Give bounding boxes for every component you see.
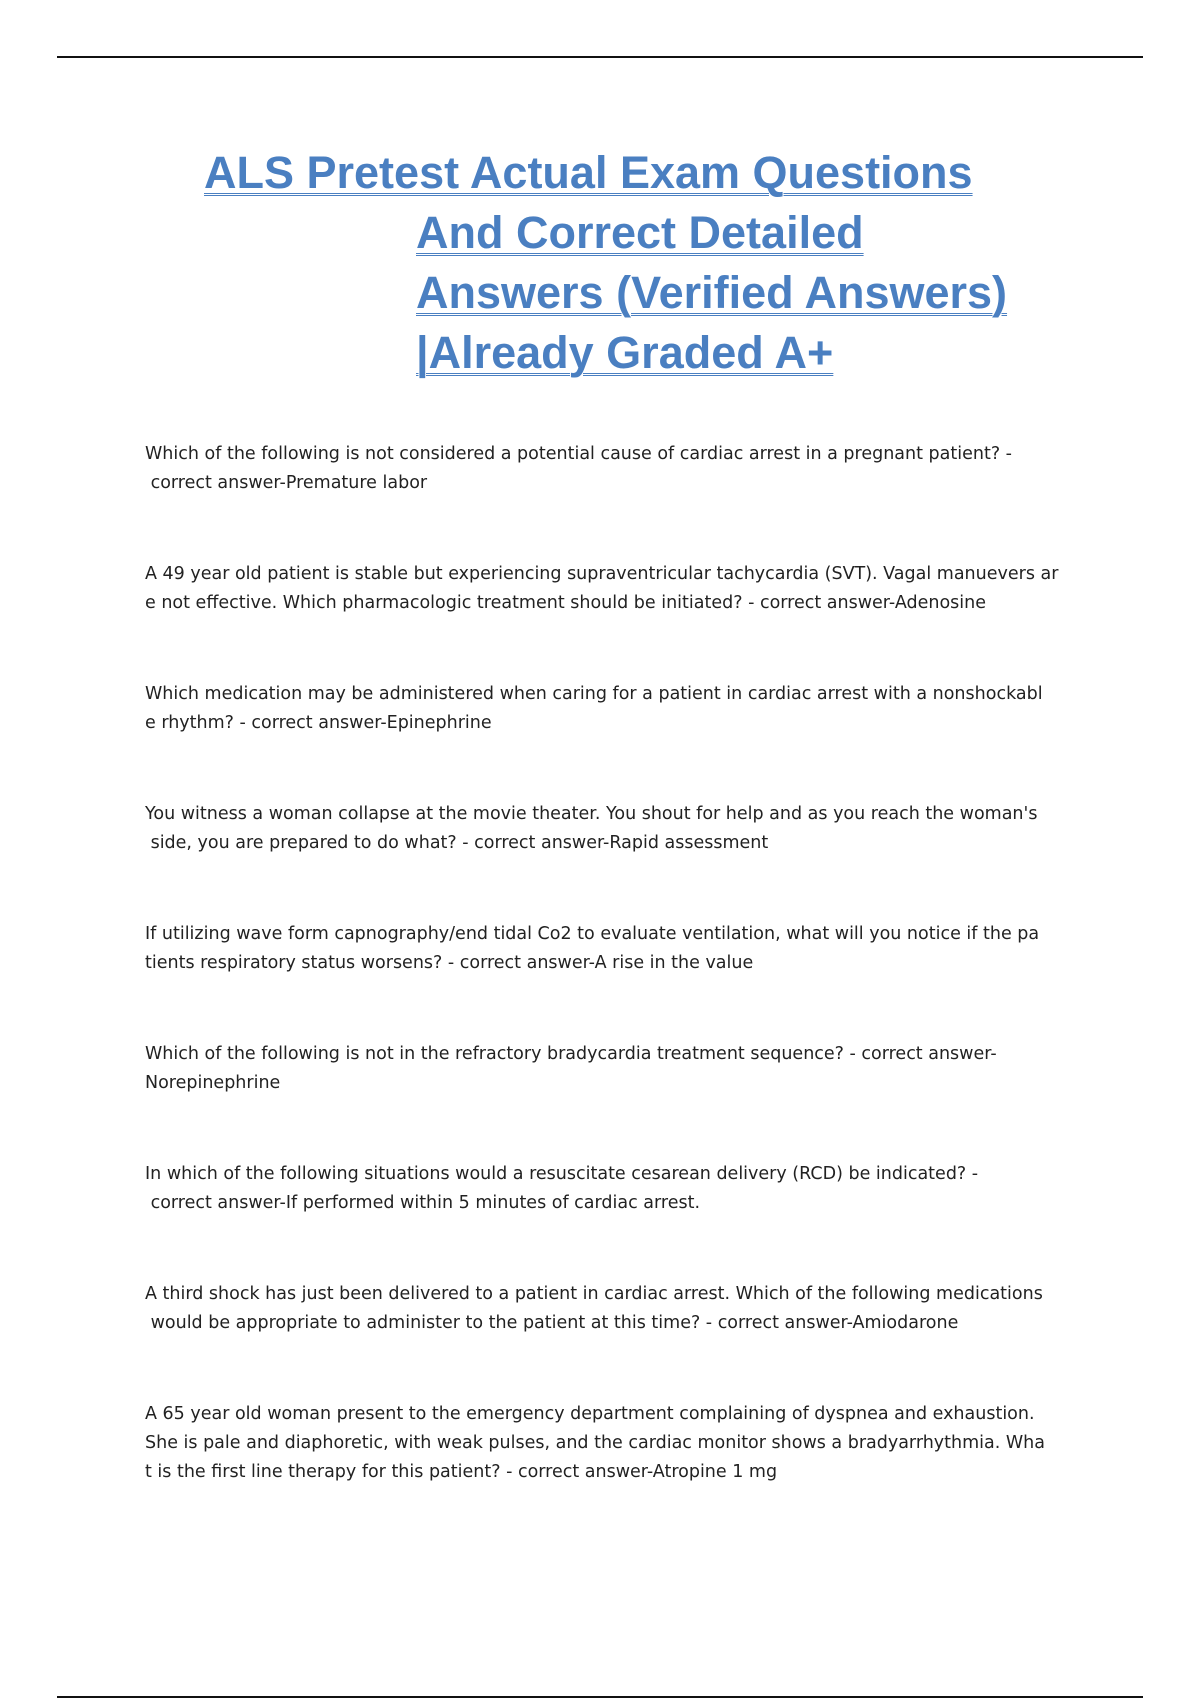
qa-item-9 — [145, 1400, 1085, 1487]
title-line-2: And Correct Detailed — [416, 207, 864, 258]
bottom-rule — [57, 1696, 1143, 1698]
title-line-4: |Already Graded A+ — [416, 327, 834, 378]
qa-item-5 — [145, 920, 1085, 978]
qa-item-2 — [145, 560, 1085, 618]
qa-item-text: Which medication may be administered when caring for a patient in cardiac arrest with a nonshockabl e rhythm? - correct answer-Epinephrine — [145, 684, 1043, 733]
qa-item-text: Which of the following is not considered a potential cause of cardiac arrest in a pregnant patient? - correct answer-Premature labor — [145, 444, 1012, 493]
top-rule — [57, 56, 1143, 58]
qa-item-7 — [145, 1160, 1085, 1218]
document-title — [200, 143, 1080, 383]
qa-item-text: You witness a woman collapse at the movie theater. You shout for help and as you reach the woman's side, you are prepared to do what? - correct answer-Rapid assessment — [145, 804, 1038, 853]
qa-item-8 — [145, 1280, 1085, 1338]
qa-item-text: A 49 year old patient is stable but experiencing supraventricular tachycardia (SVT). Vagal manuevers ar e not effective. Which pharmacologic treatment should be initiated? - correct answer-Adenosine — [145, 564, 1059, 613]
qa-item-6 — [145, 1040, 1085, 1098]
qa-item-4 — [145, 800, 1085, 858]
qa-item-text: Which of the following is not in the refractory bradycardia treatment sequence? - correct answer- Norepinephrine — [145, 1044, 997, 1093]
qa-item-text: A third shock has just been delivered to a patient in cardiac arrest. Which of the following medications would be appropriate to administer to the patient at this time? - correct answer-Amiodarone — [145, 1284, 1043, 1333]
qa-item-text: A 65 year old woman present to the emergency department complaining of dyspnea and exhaustion. She is pale and diaphoretic, with weak pulses, and the cardiac monitor shows a bradyarrhythmia. Wha t is the first line therapy for this patient? - correct answer-Atropine 1 mg — [145, 1404, 1045, 1482]
qa-item-3 — [145, 680, 1085, 738]
title-line-1: ALS Pretest Actual Exam Questions — [204, 147, 973, 198]
qa-item-text: In which of the following situations would a resuscitate cesarean delivery (RCD) be indicated? - correct answer-If performed within 5 minutes of cardiac arrest. — [145, 1164, 979, 1213]
title-line-3: Answers (Verified Answers) — [416, 267, 1008, 318]
qa-item-1 — [145, 440, 1085, 498]
qa-item-text: If utilizing wave form capnography/end tidal Co2 to evaluate ventilation, what will you notice if the pa tients respiratory status worsens? - correct answer-A rise in the value — [145, 924, 1040, 973]
